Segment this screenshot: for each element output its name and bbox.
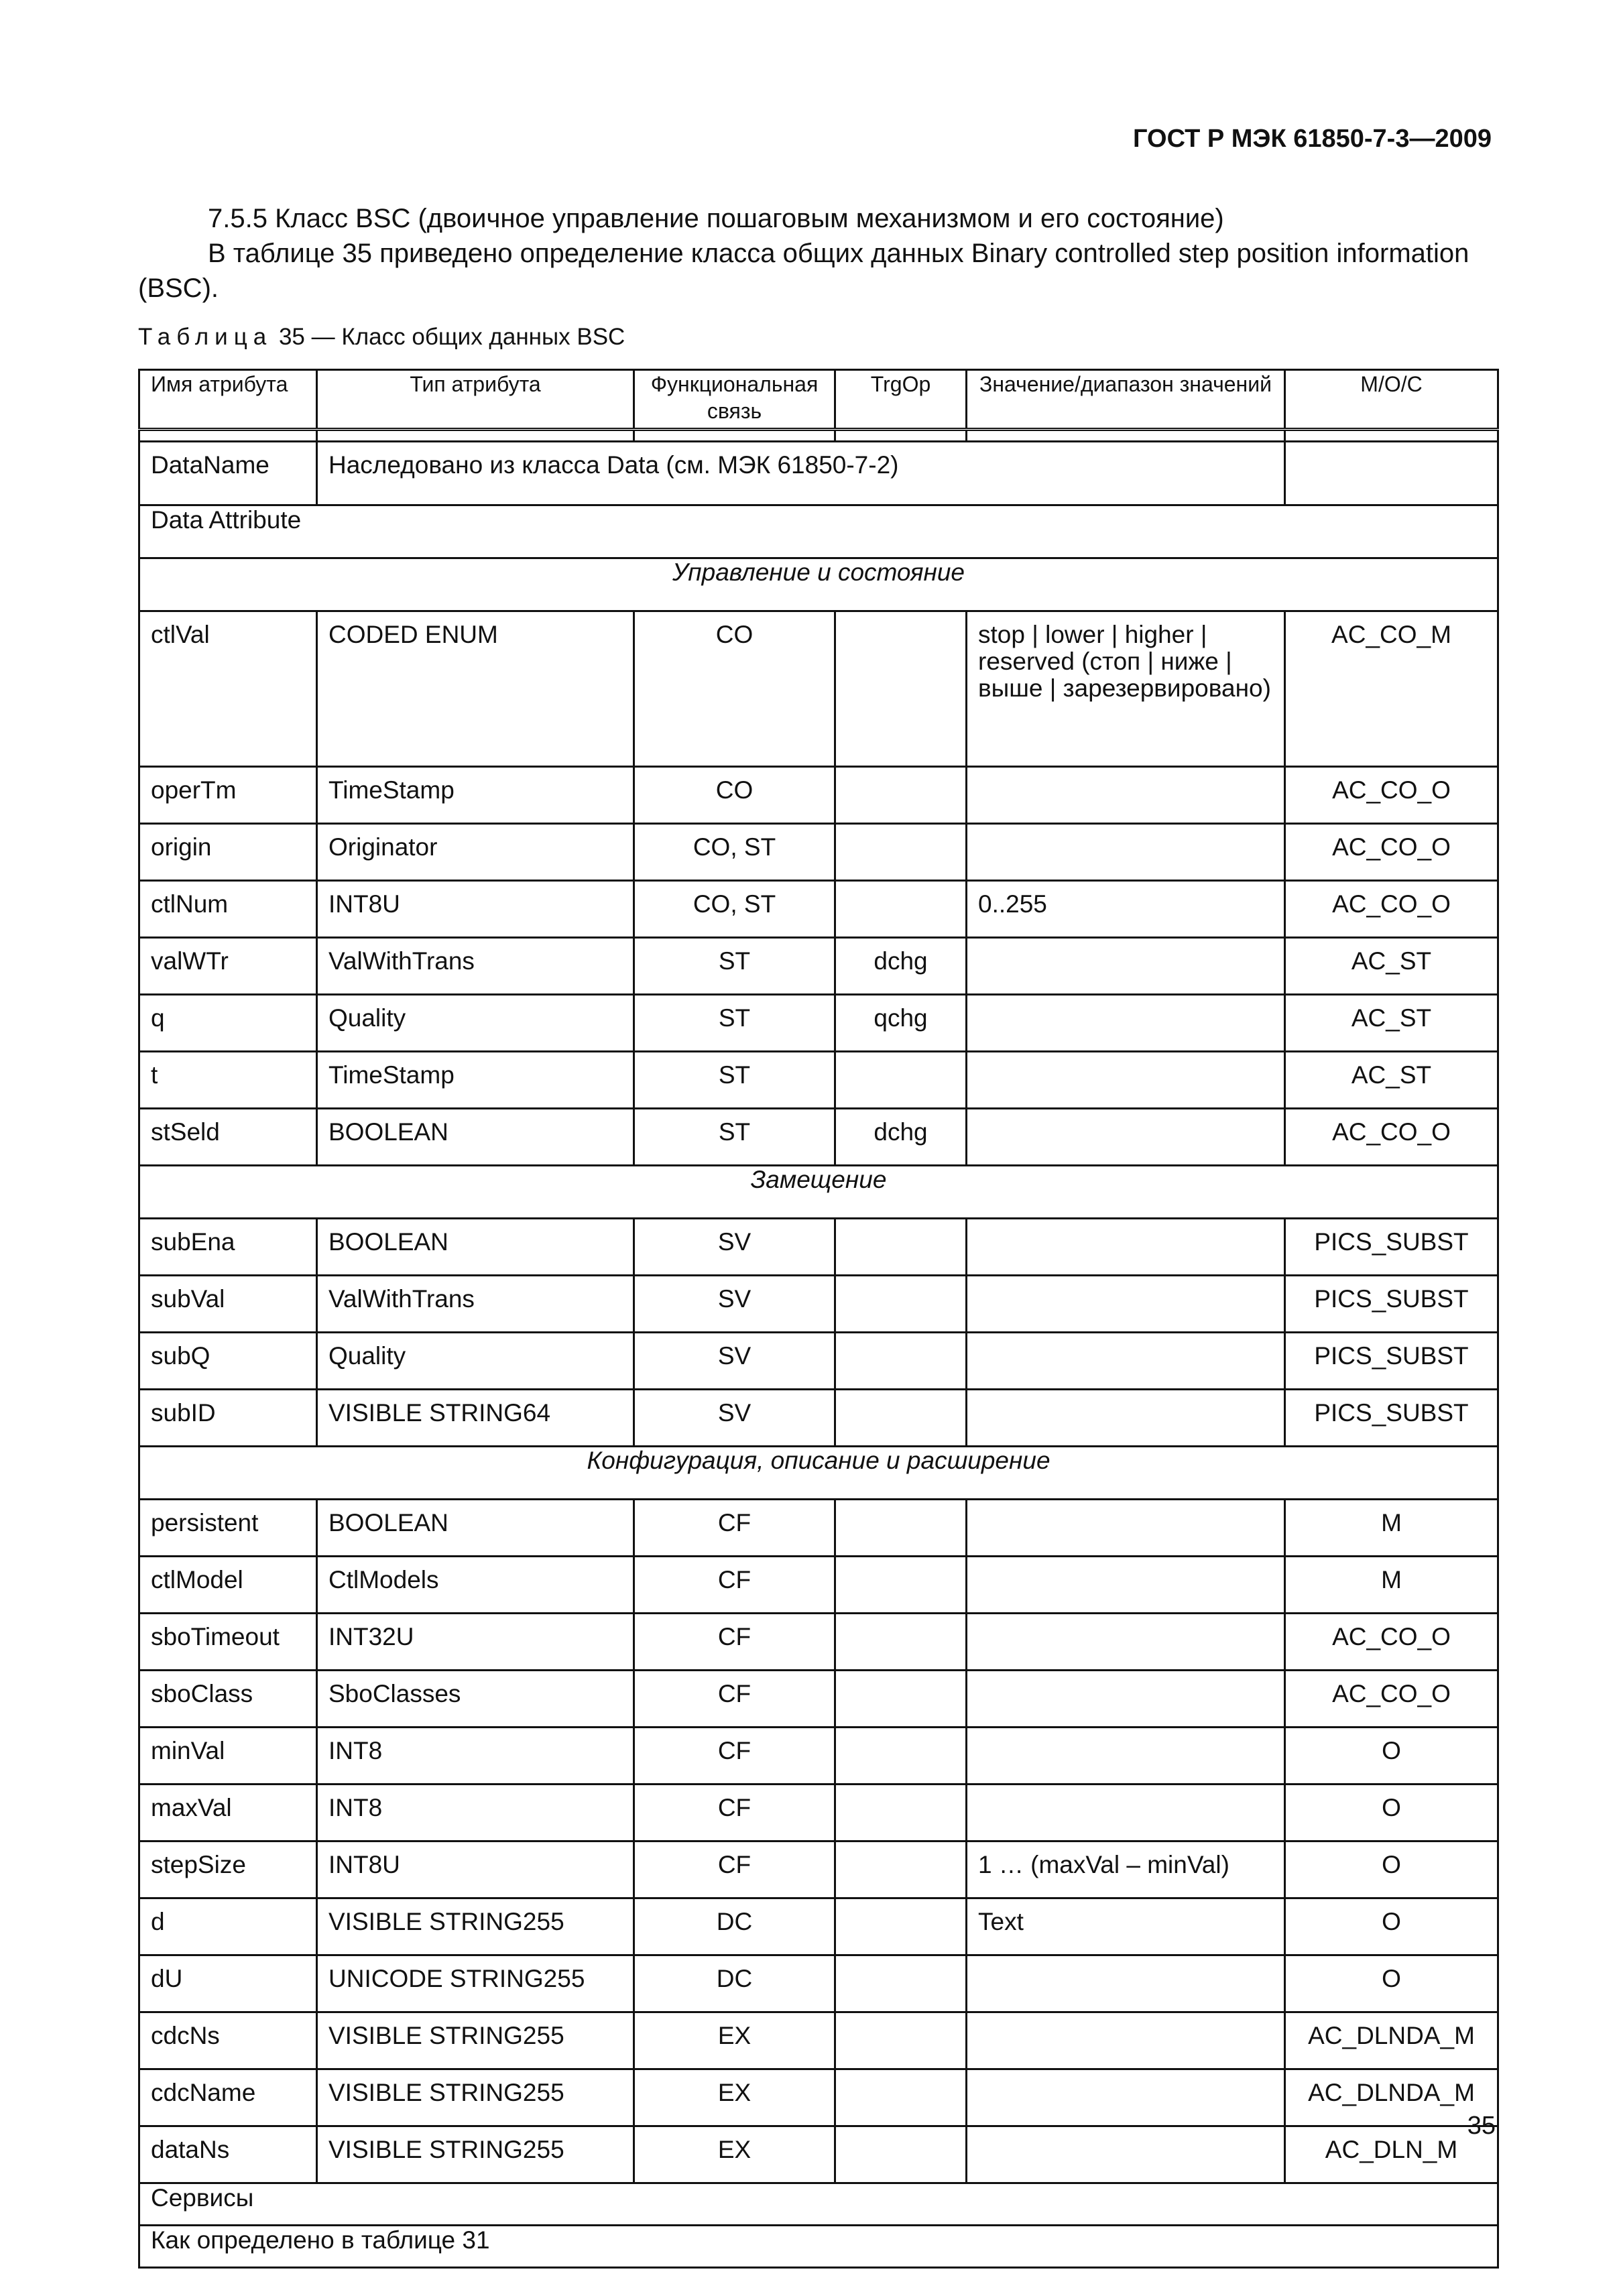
attribute-type-cell: CtlModels [317, 1557, 634, 1614]
attribute-moc-cell: AC_DLN_M [1285, 2126, 1498, 2183]
attribute-trg-cell [835, 611, 967, 767]
attribute-name-cell: minVal [139, 1728, 317, 1785]
attribute-fc-cell: SV [634, 1333, 835, 1390]
attribute-row [139, 1500, 1498, 1557]
attribute-name-cell: dU [139, 1955, 317, 2012]
attribute-type-cell: TimeStamp [317, 767, 634, 824]
attribute-name-cell: subVal [139, 1276, 317, 1333]
attribute-name-cell: subID [139, 1390, 317, 1447]
attribute-type-cell: INT8U [317, 1841, 634, 1898]
attribute-moc-cell: AC_CO_O [1285, 1671, 1498, 1728]
attribute-moc-cell: AC_ST [1285, 938, 1498, 995]
attribute-trg-cell [835, 2069, 967, 2126]
attribute-type-cell: ValWithTrans [317, 1276, 634, 1333]
attribute-type-cell: BOOLEAN [317, 1500, 634, 1557]
attribute-fc-cell: CO [634, 611, 835, 767]
attribute-trg-cell [835, 1898, 967, 1955]
attribute-trg-cell: dchg [835, 1109, 967, 1166]
attribute-name-cell: q [139, 995, 317, 1052]
attribute-moc-cell: AC_DLNDA_M [1285, 2069, 1498, 2126]
attribute-row [139, 1728, 1498, 1785]
table-caption-text: 35 — Класс общих данных BSC [278, 324, 625, 350]
attribute-fc-cell: CF [634, 1841, 835, 1898]
attribute-row [139, 938, 1498, 995]
attribute-trg-cell [835, 1614, 967, 1671]
attribute-moc-cell: AC_DLNDA_M [1285, 2012, 1498, 2069]
attribute-value-cell [967, 1276, 1285, 1333]
attribute-trg-cell [835, 824, 967, 881]
header-functional-constraint: Функциональная связь [634, 370, 835, 430]
attribute-value-cell [967, 1500, 1285, 1557]
attribute-value-cell [967, 1614, 1285, 1671]
attribute-fc-cell: CF [634, 1671, 835, 1728]
table-body [139, 430, 1498, 558]
attribute-name-cell: cdcNs [139, 2012, 317, 2069]
attribute-moc-cell: M [1285, 1500, 1498, 1557]
section-heading: 7.5.5 Класс BSC (двоичное управление пошаговым механизмом и его состояние) [208, 204, 1224, 233]
services-note-row [139, 2226, 1498, 2268]
attribute-trg-cell [835, 1219, 967, 1276]
attribute-trg-cell [835, 1671, 967, 1728]
dataname-cell: DataName [139, 442, 317, 505]
header-value-range: Значение/диапазон значений [967, 370, 1285, 430]
attribute-type-cell: INT8 [317, 1785, 634, 1841]
attribute-fc-cell: CO [634, 767, 835, 824]
attribute-value-cell [967, 1955, 1285, 2012]
attribute-moc-cell: PICS_SUBST [1285, 1219, 1498, 1276]
attribute-moc-cell: O [1285, 1955, 1498, 2012]
attribute-name-cell: ctlNum [139, 881, 317, 938]
attribute-fc-cell: CF [634, 1785, 835, 1841]
attribute-value-cell [967, 1390, 1285, 1447]
attribute-name-cell: subEna [139, 1219, 317, 1276]
attribute-name-cell: operTm [139, 767, 317, 824]
attribute-value-cell [967, 938, 1285, 995]
attribute-value-cell [967, 1728, 1285, 1785]
document-standard-header: ГОСТ Р МЭК 61850-7-3—2009 [1133, 125, 1492, 153]
attribute-trg-cell [835, 1276, 967, 1333]
attribute-fc-cell: CF [634, 1614, 835, 1671]
attribute-moc-cell: O [1285, 1841, 1498, 1898]
attribute-type-cell: INT32U [317, 1614, 634, 1671]
attribute-moc-cell: PICS_SUBST [1285, 1333, 1498, 1390]
attribute-name-cell: sboTimeout [139, 1614, 317, 1671]
attribute-row [139, 767, 1498, 824]
attribute-row [139, 2012, 1498, 2069]
header-attribute-type: Тип атрибута [317, 370, 634, 430]
attribute-trg-cell [835, 1052, 967, 1109]
attribute-row [139, 881, 1498, 938]
attribute-trg-cell [835, 1500, 967, 1557]
attribute-fc-cell: CF [634, 1728, 835, 1785]
attribute-value-cell [967, 767, 1285, 824]
section-row [139, 558, 1498, 611]
services-note: Как определено в таблице 31 [139, 2226, 1498, 2268]
attribute-value-cell [967, 2012, 1285, 2069]
attribute-trg-cell [835, 1955, 967, 2012]
attribute-name-cell: maxVal [139, 1785, 317, 1841]
attribute-fc-cell: SV [634, 1276, 835, 1333]
data-attribute-row [139, 505, 1498, 558]
attribute-fc-cell: CO, ST [634, 824, 835, 881]
page-number: 35 [1467, 2112, 1496, 2140]
attribute-fc-cell: CF [634, 1557, 835, 1614]
attribute-value-cell: 1 … (maxVal – minVal) [967, 1841, 1285, 1898]
attribute-trg-cell [835, 2012, 967, 2069]
header-attribute-name: Имя атрибута [139, 370, 317, 430]
data-attribute-label: Data Attribute [139, 505, 1498, 558]
attribute-row [139, 2126, 1498, 2183]
attribute-type-cell: SboClasses [317, 1671, 634, 1728]
attribute-row [139, 1671, 1498, 1728]
services-row [139, 2183, 1498, 2226]
attribute-value-cell [967, 1333, 1285, 1390]
attribute-value-cell: stop | lower | higher | reserved (стоп | ниже | выше | зарезервировано) [967, 611, 1285, 767]
attribute-moc-cell: PICS_SUBST [1285, 1276, 1498, 1333]
attribute-row [139, 1898, 1498, 1955]
attribute-name-cell: valWTr [139, 938, 317, 995]
attribute-moc-cell: O [1285, 1898, 1498, 1955]
attribute-name-cell: ctlVal [139, 611, 317, 767]
attribute-type-cell: INT8U [317, 881, 634, 938]
attribute-moc-cell: AC_CO_O [1285, 824, 1498, 881]
section-title: Замещение [139, 1166, 1498, 1219]
attribute-name-cell: cdcName [139, 2069, 317, 2126]
attribute-fc-cell: ST [634, 995, 835, 1052]
attribute-trg-cell [835, 2126, 967, 2183]
attribute-row [139, 1109, 1498, 1166]
section-row [139, 1447, 1498, 1500]
attribute-trg-cell [835, 1841, 967, 1898]
attribute-row [139, 2069, 1498, 2126]
attribute-fc-cell: CF [634, 1500, 835, 1557]
attribute-moc-cell: O [1285, 1785, 1498, 1841]
attribute-trg-cell [835, 1333, 967, 1390]
attribute-row [139, 1841, 1498, 1898]
attribute-trg-cell: dchg [835, 938, 967, 995]
attribute-value-cell: 0..255 [967, 881, 1285, 938]
attribute-fc-cell: ST [634, 1109, 835, 1166]
attribute-name-cell: sboClass [139, 1671, 317, 1728]
attribute-type-cell: VISIBLE STRING255 [317, 1898, 634, 1955]
table-caption [138, 324, 625, 351]
attribute-value-cell [967, 995, 1285, 1052]
attribute-fc-cell: ST [634, 1052, 835, 1109]
attribute-moc-cell: AC_CO_O [1285, 1109, 1498, 1166]
attribute-fc-cell: SV [634, 1390, 835, 1447]
attribute-value-cell: Text [967, 1898, 1285, 1955]
attribute-type-cell: Quality [317, 995, 634, 1052]
attribute-fc-cell: EX [634, 2012, 835, 2069]
attribute-type-cell: VISIBLE STRING255 [317, 2012, 634, 2069]
attribute-name-cell: ctlModel [139, 1557, 317, 1614]
attribute-type-cell: VISIBLE STRING255 [317, 2069, 634, 2126]
attribute-type-cell: Originator [317, 824, 634, 881]
section-intro: В таблице 35 приведено определение класса общих данных Binary controlled step position information (BSC). [138, 239, 1469, 303]
dataname-moc [1285, 442, 1498, 505]
attribute-fc-cell: DC [634, 1898, 835, 1955]
attribute-value-cell [967, 1052, 1285, 1109]
attribute-moc-cell: AC_CO_O [1285, 1614, 1498, 1671]
attribute-row [139, 1785, 1498, 1841]
attribute-trg-cell: qchg [835, 995, 967, 1052]
attribute-name-cell: origin [139, 824, 317, 881]
attribute-row [139, 611, 1498, 767]
section-title: Управление и состояние [139, 558, 1498, 611]
attribute-value-cell [967, 824, 1285, 881]
attribute-name-cell: persistent [139, 1500, 317, 1557]
attribute-name-cell: dataNs [139, 2126, 317, 2183]
attribute-trg-cell [835, 767, 967, 824]
attribute-fc-cell: EX [634, 2126, 835, 2183]
attribute-value-cell [967, 2069, 1285, 2126]
attribute-moc-cell: AC_ST [1285, 995, 1498, 1052]
attribute-row [139, 1219, 1498, 1276]
attribute-row [139, 824, 1498, 881]
attribute-name-cell: stepSize [139, 1841, 317, 1898]
attribute-fc-cell: DC [634, 1955, 835, 2012]
attribute-trg-cell [835, 1728, 967, 1785]
dataname-row [139, 442, 1498, 505]
header-trgop: TrgOp [835, 370, 967, 430]
table-sections [139, 558, 1498, 2183]
attribute-moc-cell: O [1285, 1728, 1498, 1785]
header-separator [139, 430, 1498, 442]
attribute-type-cell: UNICODE STRING255 [317, 1955, 634, 2012]
attribute-moc-cell: AC_CO_O [1285, 767, 1498, 824]
attribute-trg-cell [835, 1557, 967, 1614]
attribute-moc-cell: M [1285, 1557, 1498, 1614]
bsc-attributes-table [138, 369, 1499, 2269]
attribute-moc-cell: AC_CO_M [1285, 611, 1498, 767]
attribute-value-cell [967, 2126, 1285, 2183]
attribute-value-cell [967, 1557, 1285, 1614]
attribute-name-cell: d [139, 1898, 317, 1955]
section-row [139, 1166, 1498, 1219]
attribute-name-cell: stSeld [139, 1109, 317, 1166]
attribute-row [139, 1052, 1498, 1109]
attribute-row [139, 995, 1498, 1052]
attribute-fc-cell: SV [634, 1219, 835, 1276]
attribute-moc-cell: AC_CO_O [1285, 881, 1498, 938]
attribute-value-cell [967, 1219, 1285, 1276]
attribute-value-cell [967, 1109, 1285, 1166]
table-services [139, 2183, 1498, 2268]
attribute-row [139, 1333, 1498, 1390]
attribute-type-cell: VISIBLE STRING64 [317, 1390, 634, 1447]
attribute-trg-cell [835, 881, 967, 938]
attribute-row [139, 1276, 1498, 1333]
attribute-fc-cell: CO, ST [634, 881, 835, 938]
attribute-row [139, 1390, 1498, 1447]
attribute-type-cell: VISIBLE STRING255 [317, 2126, 634, 2183]
header-moc: M/O/C [1285, 370, 1498, 430]
attribute-name-cell: subQ [139, 1333, 317, 1390]
attribute-moc-cell: PICS_SUBST [1285, 1390, 1498, 1447]
services-label: Сервисы [139, 2183, 1498, 2226]
table-header-row [139, 370, 1498, 430]
attribute-trg-cell [835, 1785, 967, 1841]
attribute-fc-cell: ST [634, 938, 835, 995]
attribute-row [139, 1955, 1498, 2012]
attribute-moc-cell: AC_ST [1285, 1052, 1498, 1109]
attribute-value-cell [967, 1671, 1285, 1728]
attribute-row [139, 1614, 1498, 1671]
dataname-description: Наследовано из класса Data (см. МЭК 61850-7-2) [317, 442, 1285, 505]
attribute-name-cell: t [139, 1052, 317, 1109]
attribute-fc-cell: EX [634, 2069, 835, 2126]
attribute-type-cell: BOOLEAN [317, 1219, 634, 1276]
attribute-trg-cell [835, 1390, 967, 1447]
attribute-type-cell: Quality [317, 1333, 634, 1390]
attribute-type-cell: INT8 [317, 1728, 634, 1785]
attribute-type-cell: BOOLEAN [317, 1109, 634, 1166]
attribute-value-cell [967, 1785, 1285, 1841]
attribute-type-cell: TimeStamp [317, 1052, 634, 1109]
section-title: Конфигурация, описание и расширение [139, 1447, 1498, 1500]
attribute-row [139, 1557, 1498, 1614]
attribute-type-cell: CODED ENUM [317, 611, 634, 767]
attribute-type-cell: ValWithTrans [317, 938, 634, 995]
table-caption-label: Таблица [138, 324, 273, 350]
